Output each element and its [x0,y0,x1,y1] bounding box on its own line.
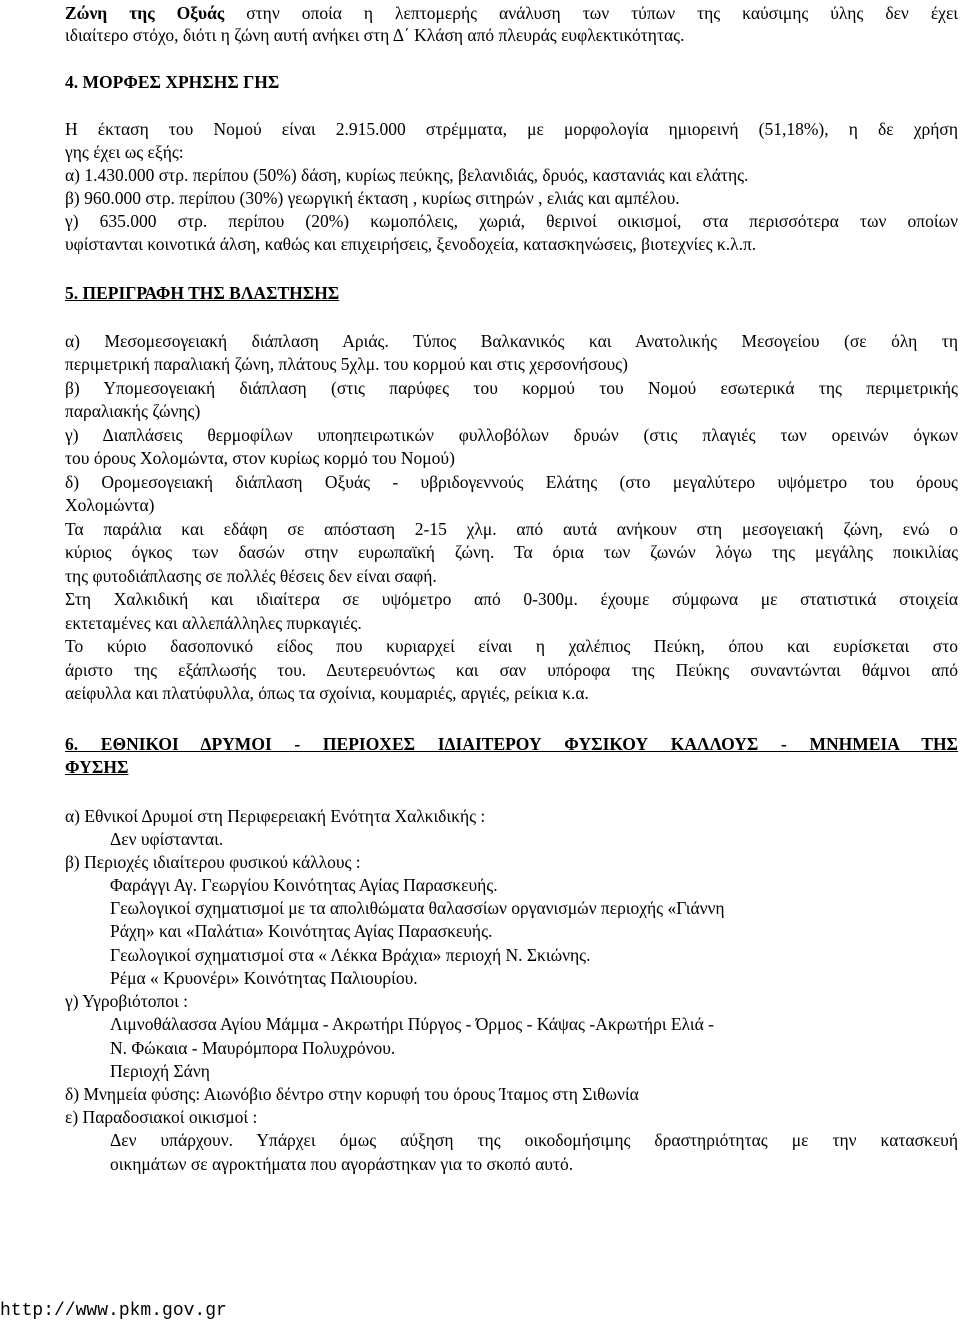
section-5-line: δ) Ορομεσογειακή διάπλαση Οξυάς - υβριδογεννούς Ελάτης (στο μεγαλύτερο υψόμετρο του όρους [65,472,958,492]
intro-line-1-text: στην οποία η λεπτομερής ανάλυση των τύπων της καύσιμης ύλης δεν έχει [224,3,958,23]
section-5-heading: 5. ΠΕΡΙΓΡΑΦΗ ΤΗΣ ΒΛΑΣΤΗΣΗΣ [65,283,340,303]
section-5-line: Το κύριο δασοπονικό είδος που κυριαρχεί είναι η χαλέπιος Πεύκη, όπου και ευρίσκεται στο [65,636,958,656]
section-5-line: Χολομώντα) [65,495,155,515]
traditional-settlements-item: Δεν υπάρχουν. Υπάρχει όμως αύξηση της οικοδομήσιμης δραστηριότητας με την κατασκευή [110,1130,958,1150]
section-5-line: εκτεταμένες και αλλεπάλληλες πυρκαγιές. [65,613,362,633]
section-5-line: α) Μεσομεσογειακή διάπλαση Αριάς. Τύπος Βαλκανικός και Ανατολικής Μεσογείου (σε όλη τη [65,331,958,351]
section-6-heading-cont: ΦΥΣΗΣ [65,757,129,777]
section-5-line: αείφυλλα και πλατύφυλλα, όπως τα σχοίνια, κουμαριές, αργιές, ρείκια κ.α. [65,683,589,703]
section-5-line: άριστο της εξάπλωσής του. Δευτερευόντως και σαν υπόροφα της Πεύκης συναντώνται θάμνοι από [65,660,958,680]
intro-bold-term: Ζώνη της Οξυάς [65,3,225,23]
section-4-line: Η έκταση του Νομού είναι 2.915.000 στρέμματα, με μορφολογία ημιορεινή (51,18%), η δε χρήση [65,119,958,139]
wetlands-label: γ) Υγροβιότοποι : [65,991,189,1011]
section-5-line: περιμετρική παραλιακή ζώνη, πλάτους 5χλμ. του κορμού και στις χερσονήσους) [65,354,628,374]
section-4-line: γης έχει ως εξής: [65,142,184,162]
natural-beauty-item: Ράχη» και «Παλάτια» Κοινότητας Αγίας Παρασκευής. [110,921,493,941]
section-5-line: Τα παράλια και εδάφη σε απόσταση 2-15 χλμ. από αυτά ανήκουν στη μεσογειακή ζώνη, ενώ ο [65,519,958,539]
section-4-line: γ) 635.000 στρ. περίπου (20%) κωμοπόλεις, χωριά, θερινοί οικισμοί, στα περισσότερα των οποίων [65,211,958,231]
traditional-settlements-item: οικημάτων σε αγροκτήματα που αγοράστηκαν για το σκοπό αυτό. [110,1154,574,1174]
section-5-line: Στη Χαλκιδική και ιδιαίτερα σε υψόμετρο από 0-300μ. έχουμε σύμφωνα με στατιστικά στοιχεία [65,589,958,609]
section-5-line: της φυτοδιάπλασης σε πολλές θέσεις δεν είναι σαφή. [65,566,437,586]
section-5-line: παραλιακής ζώνης) [65,401,201,421]
section-5-line: γ) Διαπλάσεις θερμοφίλων υποηπειρωτικών φυλλοβόλων δρυών (στις πλαγιές των ορεινών όγκων [65,425,958,445]
section-4-line: β) 960.000 στρ. περίπου (30%) γεωργική έκταση , κυρίως σιτηρών , ελιάς και αμπέλου. [65,188,680,208]
wetlands-item: Ν. Φώκαια - Μαυρόμπορα Πολυχρόνου. [110,1038,396,1058]
section-5-line: β) Υπομεσογειακή διάπλαση (στις παρύφες του κορμού του Νομού εσωτερικά της περιμετρικής [65,378,958,398]
natural-beauty-label: β) Περιοχές ιδιαίτερου φυσικού κάλλους : [65,852,361,872]
natural-monuments-line: δ) Μνημεία φύσης: Αιωνόβιο δέντρο στην κορυφή του όρους Ίταμος στη Σιθωνία [65,1084,639,1104]
natural-beauty-item: Γεωλογικοί σχηματισμοί στα « Λέκκα Βράχια» περιοχή Ν. Σκιώνης. [110,945,591,965]
natural-beauty-item: Γεωλογικοί σχηματισμοί με τα απολιθώματα θαλασσίων οργανισμών περιοχής «Γιάννη [110,898,725,918]
natural-beauty-item: Ρέμα « Κρυονέρι» Κοινότητας Παλιουρίου. [110,968,418,988]
natural-beauty-item: Φαράγγι Αγ. Γεωργίου Κοινότητας Αγίας Παρασκευής. [110,875,498,895]
wetlands-item: Λιμνοθάλασσα Αγίου Μάμμα - Ακρωτήρι Πύργος - Όρμος - Κάψας -Ακρωτήρι Ελιά - [110,1014,714,1034]
footer-url: http://www.pkm.gov.gr [0,1301,227,1321]
wetlands-item: Περιοχή Σάνη [110,1061,210,1081]
section-5-line: κύριος όγκος των δασών στην ευρωπαϊκή ζώνη. Τα όρια των ζωνών λόγω της μεγάλης ποικιλίας [65,542,958,562]
section-6-heading: 6. ΕΘΝΙΚΟΙ ΔΡΥΜΟΙ - ΠΕΡΙΟΧΕΣ ΙΔΙΑΙΤΕΡΟΥ ΦΥΣΙΚΟΥ ΚΑΛΛΟΥΣ - ΜΝΗΜΕΙΑ ΤΗΣ [65,734,958,754]
section-4-heading: 4. ΜΟΡΦΕΣ ΧΡΗΣΗΣ ΓΗΣ [65,72,280,92]
national-parks-item: Δεν υφίστανται. [110,829,224,849]
traditional-settlements-label: ε) Παραδοσιακοί οικισμοί : [65,1107,258,1127]
section-4-line: α) 1.430.000 στρ. περίπου (50%) δάση, κυρίως πεύκης, βελανιδιάς, δρυός, καστανιάς και ελάτης. [65,165,749,185]
section-5-line: του όρους Χολομώντα, στον κυρίως κορμό του Νομού) [65,448,455,468]
section-4-line: υφίστανται κοινοτικά άλση, καθώς και επιχειρήσεις, ξενοδοχεία, κατασκηνώσεις, βιοτεχνίες κ.λ.π. [65,234,757,254]
intro-line-1 [65,2,958,24]
national-parks-label: α) Εθνικοί Δρυμοί στη Περιφερειακή Ενότητα Χαλκιδικής : [65,806,486,826]
intro-line-2: ιδιαίτερο στόχο, διότι η ζώνη αυτή ανήκει στη Δ΄ Κλάση από πλευράς ευφλεκτικότητας. [65,25,685,45]
